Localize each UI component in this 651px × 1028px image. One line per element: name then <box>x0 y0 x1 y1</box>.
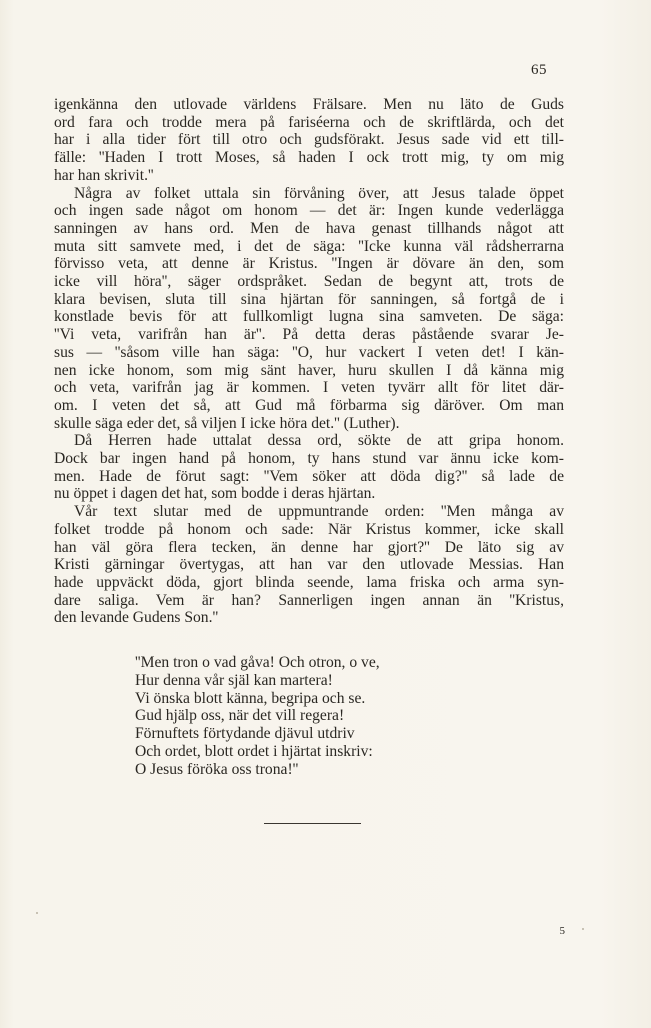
text-line: igenkänna den utlovade världens Frälsare. Men nu läto de Guds <box>54 96 564 113</box>
text-line: ord fara och trodde mera på fariséerna och de skriftlärda, och det <box>54 113 564 131</box>
text-line: Vår text slutar med de uppmuntrande orden: ''Men många av <box>74 503 564 521</box>
page-number: 65 <box>531 62 547 78</box>
poem-line: Förnuftets förtydande djävul utdriv <box>135 725 355 743</box>
text-line: dare saliga. Vem är han? Sannerligen ingen annan än ''Kristus, <box>54 591 564 609</box>
text-line: muta sitt samvete med, i det de säga: ''Icke kunna väl rådsherrarna <box>54 237 564 255</box>
text-line: sanningen av hans ord. Men de hava genast tillhands något att <box>54 219 564 237</box>
poem-stanza <box>135 654 380 779</box>
section-divider <box>264 823 361 824</box>
text-line: men. Hade de förut sagt: ''Vem söker att döda dig?'' så lade de <box>54 467 564 485</box>
text-line: den levande Gudens Son.'' <box>54 609 219 627</box>
text-line: fälle: ''Haden I trott Moses, så haden I ock trott mig, ty om mig <box>54 149 564 167</box>
text-line: har i alla tider fört till otro och gudsförakt. Jesus sade vid ett till- <box>54 131 564 149</box>
text-line: Några av folket uttala sin förvåning över, att Jesus talade öppet <box>74 184 564 202</box>
text-line: ''Vi veta, varifrån han är''. På detta deras påstående svarar Je- <box>54 326 564 344</box>
text-line: Då Herren hade uttalat dessa ord, sökte de att gripa honom. <box>74 432 564 450</box>
text-line: och ingen sade något om honom — det är: Ingen kunde vederlägga <box>54 202 564 220</box>
text-line: hade uppväckt döda, gjort blinda seende, lama friska och arma syn- <box>54 573 564 591</box>
text-line: sus — ''såsom ville han säga: ''O, hur vackert I veten det! I kän- <box>54 343 564 361</box>
text-line: har han skrivit.'' <box>54 166 154 184</box>
text-line: klara bevisen, sluta till sina hjärtan för sanningen, så fortgå de i <box>54 290 564 308</box>
text-line: han väl göra flera tecken, än denne har gjort?'' De läto sig av <box>54 538 564 556</box>
poem-line: Hur denna vår själ kan martera! <box>135 671 333 689</box>
text-line: icke vill höra'', säger ordspråket. Sedan de begynt att, trots de <box>54 273 564 291</box>
text-line: folket trodde på honom och sade: När Kristus kommer, icke skall <box>54 520 564 538</box>
text-line: förvisso veta, att denne är Kristus. ''Ingen är dövare än den, som <box>54 255 564 273</box>
signature-mark: 5 <box>559 925 565 937</box>
text-line: och veta, varifrån jag är kommen. I veten tyvärr allt för litet där- <box>54 379 564 397</box>
text-line: nu öppet i dagen det hat, som bodde i deras hjärtan. <box>54 485 376 503</box>
text-line: Kristi gärningar övertygas, att han var den utlovade Messias. Han <box>54 556 564 574</box>
paper-speck <box>582 928 584 930</box>
poem-line: Gud hjälp oss, när det vill regera! <box>135 707 345 725</box>
text-line: skulle säga eder det, så viljen I icke höra det.'' (Luther). <box>54 414 400 432</box>
poem-line: Vi önska blott känna, begripa och se. <box>135 689 366 707</box>
text-line: nen icke honom, som mig sänt haver, huru skullen I då känna mig <box>54 361 564 379</box>
poem-line: ''Men tron o vad gåva! Och otron, o ve, <box>135 654 380 671</box>
text-line: om. I veten det så, att Gud må förbarma sig däröver. Om man <box>54 396 564 414</box>
paper-speck <box>36 912 38 914</box>
text-line: konstlade bevis för att fullkomligt lugna sina samveten. De säga: <box>54 308 564 326</box>
text-line: Dock bar ingen hand på honom, ty hans stund var ännu icke kom- <box>54 450 564 468</box>
body-text <box>54 96 564 627</box>
poem-line: Och ordet, blott ordet i hjärtat inskriv: <box>135 742 373 760</box>
poem-line: O Jesus föröka oss trona!'' <box>135 760 299 778</box>
